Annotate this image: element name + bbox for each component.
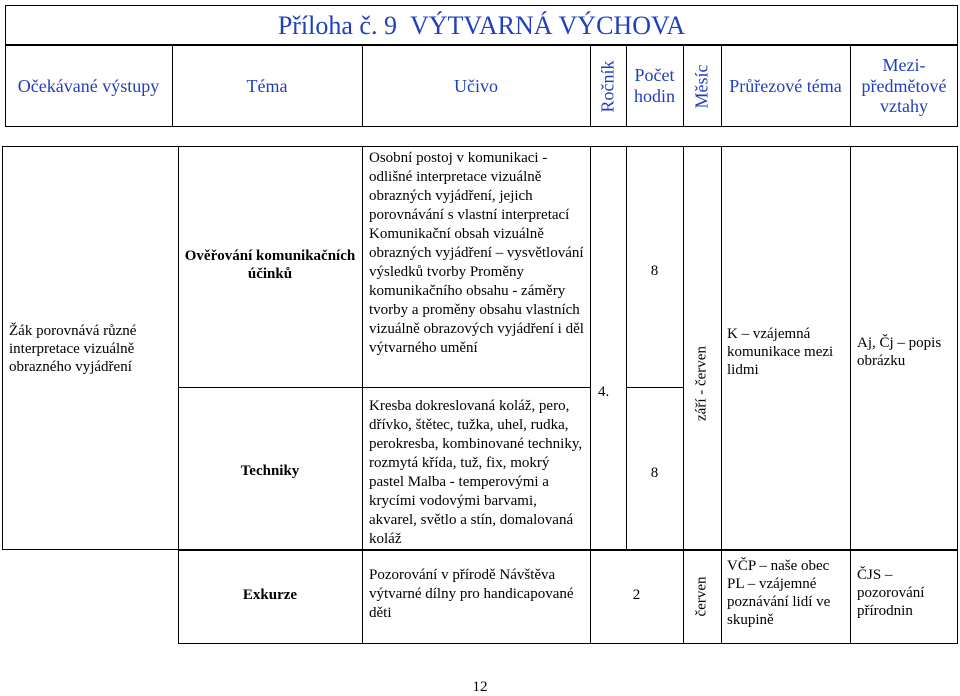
relations-value: Aj, Čj – popis obrázku	[857, 335, 942, 369]
title-subject: VÝTVARNÁ VÝCHOVA	[409, 11, 686, 40]
header-outputs: Očekávané výstupy	[17, 75, 160, 96]
topic-excursion: Exkurze	[242, 587, 298, 603]
topic-techniques: Techniky	[240, 463, 300, 479]
hours-techniques: 8	[650, 465, 659, 481]
header-relations: Mezi- předmětové vztahy	[861, 54, 947, 117]
page-number: 12	[472, 679, 488, 695]
page-title	[6, 11, 957, 41]
content-verification: Osobní postoj v komunikaci - odlišné interpretace vizuálně obrazných vyjádření, jejich porovnávání s vlastní interpretací Komunikační obsah vizuálně obrazných vyjádření – vysvětlování výsledků tvorby Proměny komunikačního obsahu - záměry tvorby a proměny obsahu vlastních vizuálně obrazových vyjádření i děl výtvarného umění	[369, 150, 584, 356]
month-cell	[683, 146, 721, 550]
header-cross-topic: Průřezové téma	[729, 75, 842, 96]
cross-topic-value: K – vzájemná komunikace mezi lidmi	[727, 326, 834, 378]
content-techniques: Kresba dokreslovaná koláž, pero, dřívko, štětec, tužka, uhel, rudka, perokresba, kombinované techniky, rozmytá křída, tuž, fix, mokrý pastel Malba - temperovými a krycími vodovými barvami, akvarel, světlo a stín, domalovaná koláž	[369, 398, 583, 547]
header-hours: Počet hodin	[633, 65, 675, 106]
content-excursion: Pozorování v přírodě Návštěva výtvarné dílny pro handicapované děti	[369, 567, 574, 621]
month-cell-2	[683, 550, 721, 644]
title-box	[5, 5, 958, 45]
header-month: Měsíc	[691, 64, 712, 109]
title-prefix: Příloha č. 9	[277, 11, 397, 40]
header-content: Učivo	[454, 75, 498, 96]
relations-excursion: ČJS – pozorování přírodnin	[857, 567, 925, 619]
expected-output: Žák porovnává různé interpretace vizuálně obrazného vyjádření	[9, 323, 137, 375]
grade-value: 4.	[598, 384, 610, 400]
topic-verification: Ověřování komunikačních účinků	[184, 248, 356, 282]
header-grade: Ročník	[597, 60, 618, 113]
header-topic: Téma	[246, 75, 288, 96]
month-value-2: červen	[693, 576, 710, 617]
hours-excursion: 2	[632, 587, 641, 603]
hours-verification: 8	[650, 263, 659, 279]
month-value: září - červen	[693, 346, 710, 421]
cross-topic-excursion: VČP – naše obec PL – vzájemné poznávání lidí ve skupině	[727, 558, 831, 628]
